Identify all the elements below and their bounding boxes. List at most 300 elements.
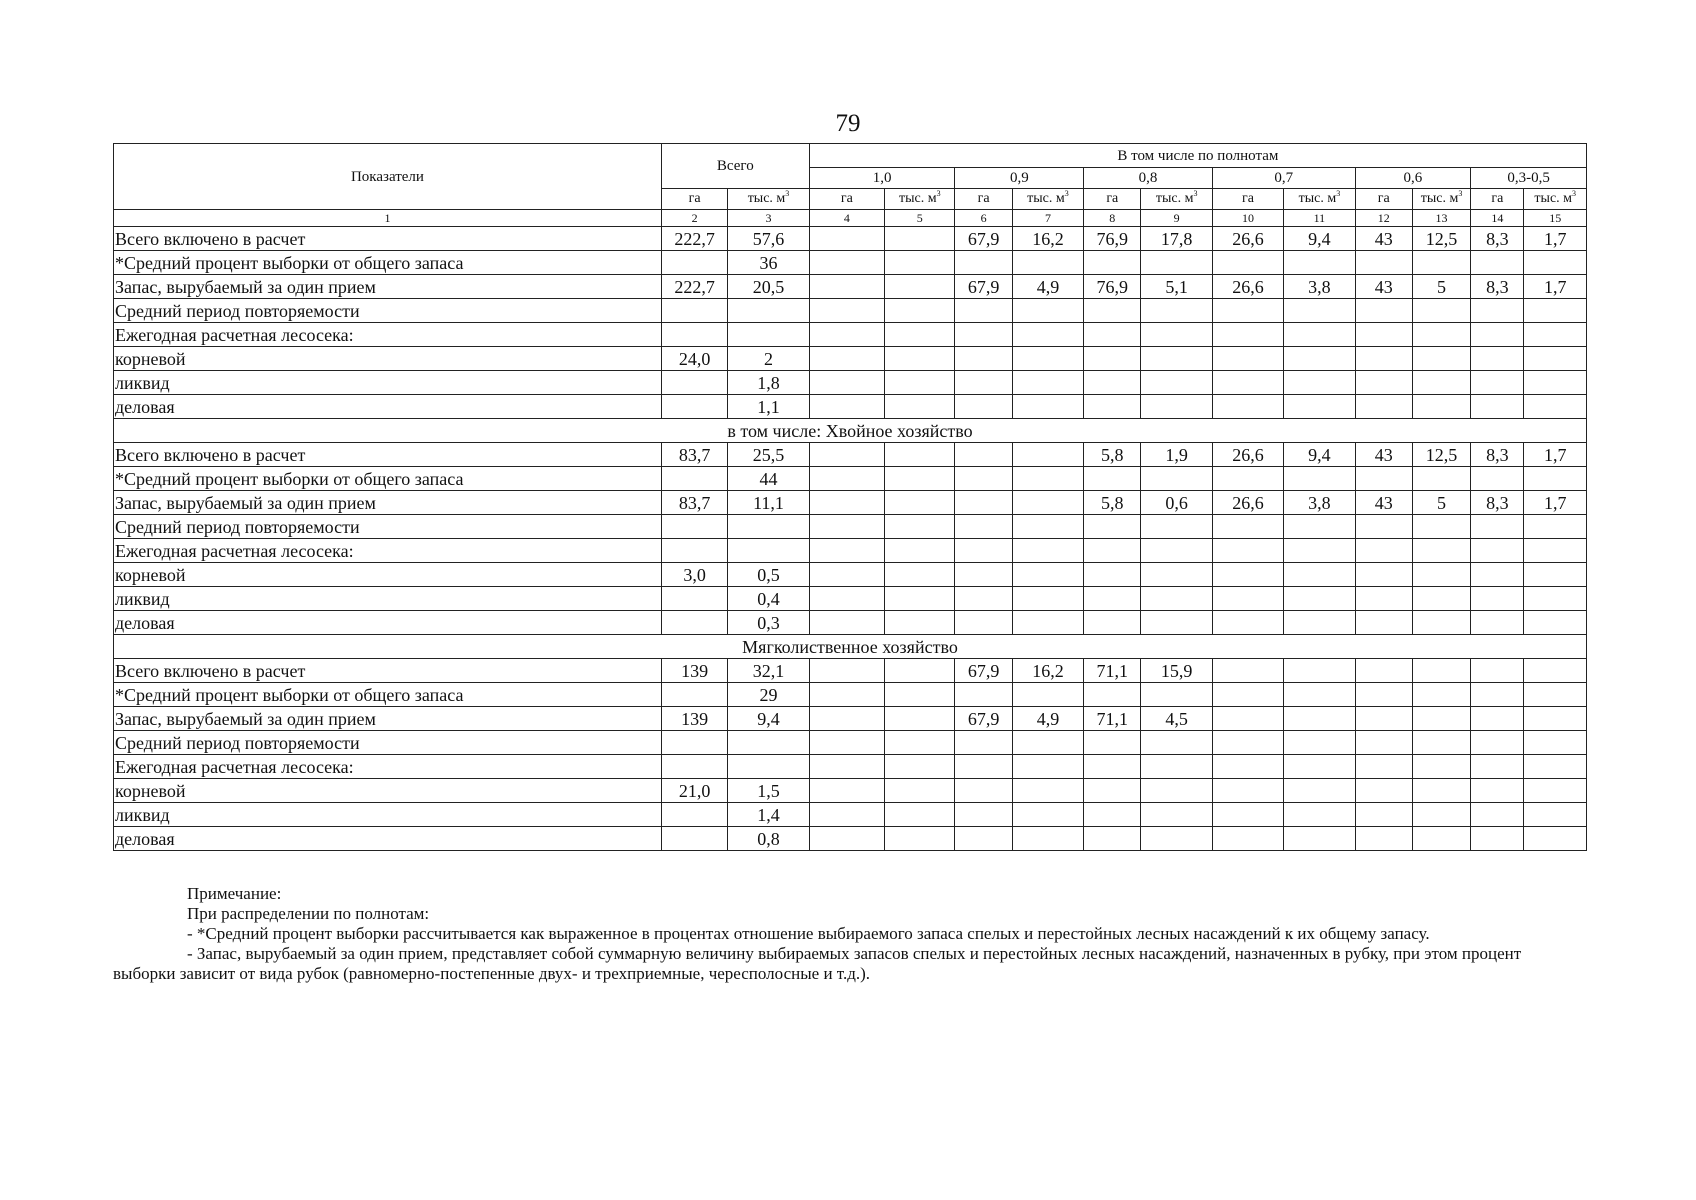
row-label: Всего включено в расчет <box>114 443 662 467</box>
table-cell <box>1012 803 1083 827</box>
table-cell <box>1284 731 1355 755</box>
table-cell <box>661 539 727 563</box>
row-label: *Средний процент выборки от общего запаса <box>114 251 662 275</box>
table-cell <box>809 563 884 587</box>
header-unit-ha: га <box>661 189 727 210</box>
table-row <box>114 827 1587 851</box>
header-density: 0,7 <box>1212 168 1355 189</box>
header-unit-volume-sup: 3 <box>1572 189 1577 198</box>
table-cell <box>728 515 809 539</box>
table-cell <box>1412 467 1470 491</box>
table-cell <box>809 251 884 275</box>
table-cell <box>1084 731 1141 755</box>
table-cell <box>1284 587 1355 611</box>
header-unit-volume-sup: 3 <box>1064 189 1069 198</box>
table-cell <box>1471 515 1524 539</box>
table-cell <box>1141 347 1212 371</box>
table-cell <box>1141 779 1212 803</box>
table-cell: 1,7 <box>1524 275 1587 299</box>
header-unit-volume-sup: 3 <box>1193 189 1198 198</box>
table-cell: 20,5 <box>728 275 809 299</box>
table-cell <box>1524 803 1587 827</box>
table-row <box>114 707 1587 731</box>
table-cell <box>885 563 955 587</box>
table-cell <box>1141 827 1212 851</box>
table-cell <box>1524 539 1587 563</box>
table-cell <box>1212 707 1283 731</box>
table-cell <box>1471 323 1524 347</box>
header-total: Всего <box>661 144 809 189</box>
table-cell <box>1412 323 1470 347</box>
table-cell <box>1524 563 1587 587</box>
table-cell <box>1284 395 1355 419</box>
table-cell <box>1212 323 1283 347</box>
table-cell <box>1284 827 1355 851</box>
note-item: - Запас, вырубаемый за один прием, представляет собой суммарную величину выбираемых запасов спелых и перестойных лесных насаждений, назначенных в рубку, при этом процент выборки зависит от вида рубок (равномерно-постепенные двух- и трехприемные, чересполосные и т.д.). <box>113 944 1522 983</box>
table-cell <box>1412 659 1470 683</box>
table-cell <box>1284 707 1355 731</box>
table-cell <box>955 251 1012 275</box>
notes-title: Примечание: <box>187 884 282 903</box>
table-cell <box>885 323 955 347</box>
table-cell <box>1284 563 1355 587</box>
table-cell: 1,7 <box>1524 227 1587 251</box>
table-cell <box>1355 683 1412 707</box>
table-row <box>114 539 1587 563</box>
table-cell <box>809 275 884 299</box>
table-cell <box>809 467 884 491</box>
table-cell: 21,0 <box>661 779 727 803</box>
table-cell: 57,6 <box>728 227 809 251</box>
table-cell <box>1084 299 1141 323</box>
table-cell <box>1212 539 1283 563</box>
table-cell <box>885 491 955 515</box>
row-label: Средний период повторяемости <box>114 515 662 539</box>
row-label: деловая <box>114 611 662 635</box>
column-number: 11 <box>1284 210 1355 227</box>
table-cell <box>1471 659 1524 683</box>
table-cell <box>1355 467 1412 491</box>
table-cell <box>1284 659 1355 683</box>
header-unit-ha: га <box>1355 189 1412 210</box>
header-unit-volume <box>1141 189 1212 210</box>
table-cell <box>1471 299 1524 323</box>
table-cell <box>1084 539 1141 563</box>
table-cell <box>661 467 727 491</box>
table-cell <box>1012 395 1083 419</box>
table-cell: 43 <box>1355 491 1412 515</box>
table-cell <box>955 515 1012 539</box>
table-cell <box>1355 803 1412 827</box>
table-cell <box>1471 827 1524 851</box>
table-cell <box>1355 827 1412 851</box>
table-cell <box>1084 347 1141 371</box>
table-cell <box>955 467 1012 491</box>
table-cell <box>1471 803 1524 827</box>
table-cell <box>955 563 1012 587</box>
table-cell: 3,0 <box>661 563 727 587</box>
row-label: Ежегодная расчетная лесосека: <box>114 755 662 779</box>
table-cell <box>885 347 955 371</box>
header-unit-volume-sup: 3 <box>1458 189 1463 198</box>
table-cell <box>1284 251 1355 275</box>
table-cell: 11,1 <box>728 491 809 515</box>
table-cell <box>1524 395 1587 419</box>
table-cell: 71,1 <box>1084 659 1141 683</box>
table-cell <box>1524 707 1587 731</box>
header-by-density: В том числе по полнотам <box>809 144 1586 168</box>
table-cell: 43 <box>1355 275 1412 299</box>
table-row <box>114 731 1587 755</box>
column-number: 6 <box>955 210 1012 227</box>
table-cell <box>1284 371 1355 395</box>
section-row <box>114 635 1587 659</box>
row-label: *Средний процент выборки от общего запаса <box>114 467 662 491</box>
table-cell <box>1471 707 1524 731</box>
table-cell <box>1212 395 1283 419</box>
table-cell: 222,7 <box>661 227 727 251</box>
table-cell <box>1284 467 1355 491</box>
table-cell <box>1355 731 1412 755</box>
column-number: 8 <box>1084 210 1141 227</box>
table-cell <box>1355 371 1412 395</box>
table-cell <box>885 443 955 467</box>
table-cell <box>1012 251 1083 275</box>
table-cell <box>1141 731 1212 755</box>
table-cell <box>1012 515 1083 539</box>
table-cell <box>1141 371 1212 395</box>
section-title: Мягколиственное хозяйство <box>114 635 1587 659</box>
table-cell: 8,3 <box>1471 227 1524 251</box>
table-row <box>114 371 1587 395</box>
table-cell <box>1412 827 1470 851</box>
notes <box>113 884 1587 984</box>
table-cell <box>1412 395 1470 419</box>
table-row <box>114 467 1587 491</box>
table-cell <box>1212 467 1283 491</box>
table-cell <box>885 371 955 395</box>
column-number: 13 <box>1412 210 1470 227</box>
header-unit-ha: га <box>809 189 884 210</box>
row-label: корневой <box>114 779 662 803</box>
row-label: Запас, вырубаемый за один прием <box>114 275 662 299</box>
table-cell <box>1212 683 1283 707</box>
table-cell <box>955 443 1012 467</box>
table-cell: 29 <box>728 683 809 707</box>
column-number: 7 <box>1012 210 1083 227</box>
table-cell <box>1012 299 1083 323</box>
row-label: Средний период повторяемости <box>114 299 662 323</box>
table-cell <box>1412 707 1470 731</box>
table-cell <box>1212 587 1283 611</box>
table-cell <box>885 683 955 707</box>
table-cell <box>1524 827 1587 851</box>
table-cell <box>809 587 884 611</box>
table-cell <box>809 659 884 683</box>
table-cell <box>885 515 955 539</box>
table-cell <box>1355 251 1412 275</box>
table-cell: 139 <box>661 707 727 731</box>
table-cell <box>1212 803 1283 827</box>
header-unit-volume-label: тыс. м <box>1298 191 1337 206</box>
row-label: Запас, вырубаемый за один прием <box>114 491 662 515</box>
table-cell <box>1355 563 1412 587</box>
table-cell <box>1412 347 1470 371</box>
table-cell: 67,9 <box>955 707 1012 731</box>
column-number: 15 <box>1524 210 1587 227</box>
table-row <box>114 299 1587 323</box>
header-unit-volume-label: тыс. м <box>1027 191 1065 206</box>
table-cell <box>1471 731 1524 755</box>
table-cell <box>728 731 809 755</box>
table-cell <box>885 611 955 635</box>
table-cell <box>1412 683 1470 707</box>
table-row <box>114 659 1587 683</box>
column-number: 10 <box>1212 210 1283 227</box>
table-cell <box>955 827 1012 851</box>
row-label: ликвид <box>114 587 662 611</box>
table-cell <box>955 803 1012 827</box>
table-cell <box>1141 467 1212 491</box>
table-cell <box>885 707 955 731</box>
table-cell <box>1355 323 1412 347</box>
table-cell <box>1141 563 1212 587</box>
table-cell <box>955 611 1012 635</box>
header-density: 0,9 <box>955 168 1084 189</box>
table-cell <box>1212 371 1283 395</box>
table-cell: 8,3 <box>1471 443 1524 467</box>
column-number: 4 <box>809 210 884 227</box>
header-unit-volume-label: тыс. м <box>747 191 786 206</box>
header-unit-volume-label: тыс. м <box>1155 191 1194 206</box>
table-cell <box>1355 659 1412 683</box>
table-cell <box>1084 395 1141 419</box>
table-cell: 0,6 <box>1141 491 1212 515</box>
table-cell <box>1355 515 1412 539</box>
table-cell <box>809 491 884 515</box>
table-cell: 2 <box>728 347 809 371</box>
table-row <box>114 227 1587 251</box>
section-row <box>114 419 1587 443</box>
table-cell <box>1084 803 1141 827</box>
table-cell <box>1524 323 1587 347</box>
table-cell: 76,9 <box>1084 227 1141 251</box>
table-cell <box>1355 395 1412 419</box>
table-cell: 25,5 <box>728 443 809 467</box>
table-cell <box>809 803 884 827</box>
header-unit-volume-label: тыс. м <box>1534 191 1573 206</box>
table-cell <box>1084 779 1141 803</box>
table-cell <box>809 299 884 323</box>
table-cell <box>1012 611 1083 635</box>
header-unit-volume-sup: 3 <box>785 189 790 198</box>
table-cell <box>955 755 1012 779</box>
table-cell <box>1471 683 1524 707</box>
table-cell <box>661 731 727 755</box>
row-label: Всего включено в расчет <box>114 227 662 251</box>
table-cell <box>1471 779 1524 803</box>
table-cell: 5,1 <box>1141 275 1212 299</box>
table-cell <box>955 731 1012 755</box>
table-cell <box>885 803 955 827</box>
table-cell <box>1084 563 1141 587</box>
table-row <box>114 491 1587 515</box>
table-cell: 26,6 <box>1212 491 1283 515</box>
table-cell: 4,5 <box>1141 707 1212 731</box>
table-cell <box>1141 395 1212 419</box>
table-cell: 139 <box>661 659 727 683</box>
table-cell <box>661 683 727 707</box>
table-cell <box>1355 755 1412 779</box>
table-cell <box>1471 347 1524 371</box>
table-row <box>114 323 1587 347</box>
table-cell <box>1471 395 1524 419</box>
table-cell: 1,1 <box>728 395 809 419</box>
table-cell <box>809 755 884 779</box>
table-row <box>114 443 1587 467</box>
table-cell <box>1141 587 1212 611</box>
table-cell <box>1471 563 1524 587</box>
table-cell <box>661 587 727 611</box>
table-cell: 9,4 <box>1284 443 1355 467</box>
table-cell <box>1524 683 1587 707</box>
table-cell <box>1084 683 1141 707</box>
table-cell <box>1084 755 1141 779</box>
table-cell <box>1212 827 1283 851</box>
table-cell <box>1284 803 1355 827</box>
table-cell: 8,3 <box>1471 275 1524 299</box>
header-unit-ha: га <box>1212 189 1283 210</box>
table-cell <box>1012 731 1083 755</box>
table-cell <box>955 347 1012 371</box>
table-cell <box>1524 611 1587 635</box>
row-label: Ежегодная расчетная лесосека: <box>114 539 662 563</box>
table-cell <box>809 611 884 635</box>
table-cell: 12,5 <box>1412 227 1470 251</box>
table-cell: 0,5 <box>728 563 809 587</box>
table-cell <box>1012 443 1083 467</box>
table-cell <box>1141 539 1212 563</box>
table-cell <box>955 683 1012 707</box>
table-cell: 5 <box>1412 491 1470 515</box>
table-cell <box>1212 563 1283 587</box>
table-cell <box>1012 491 1083 515</box>
table-cell: 5,8 <box>1084 491 1141 515</box>
table-cell <box>809 371 884 395</box>
table-cell <box>885 299 955 323</box>
table-cell <box>1141 515 1212 539</box>
table-cell <box>1212 515 1283 539</box>
column-number: 14 <box>1471 210 1524 227</box>
header-density: 0,3-0,5 <box>1471 168 1587 189</box>
table-cell: 1,9 <box>1141 443 1212 467</box>
table-cell <box>885 539 955 563</box>
table-cell <box>1412 587 1470 611</box>
cutting-area-table <box>113 143 1587 851</box>
row-label: Запас, вырубаемый за один прием <box>114 707 662 731</box>
table-cell <box>1012 347 1083 371</box>
table-cell <box>1284 779 1355 803</box>
table-cell <box>1212 251 1283 275</box>
table-cell <box>1141 323 1212 347</box>
table-cell <box>1084 323 1141 347</box>
table-cell <box>728 755 809 779</box>
table-cell <box>1284 611 1355 635</box>
header-unit-volume <box>885 189 955 210</box>
table-cell: 83,7 <box>661 443 727 467</box>
table-cell <box>955 395 1012 419</box>
table-cell <box>1524 251 1587 275</box>
table-cell <box>809 707 884 731</box>
header-density: 1,0 <box>809 168 955 189</box>
row-label: *Средний процент выборки от общего запаса <box>114 683 662 707</box>
table-cell <box>1212 299 1283 323</box>
table-cell <box>1355 539 1412 563</box>
table-cell <box>1355 611 1412 635</box>
table-cell <box>1212 611 1283 635</box>
table-cell <box>1012 371 1083 395</box>
table-cell <box>1412 611 1470 635</box>
table-row <box>114 251 1587 275</box>
table-cell <box>1284 323 1355 347</box>
table-row <box>114 563 1587 587</box>
table-cell <box>1412 371 1470 395</box>
table-cell <box>1471 539 1524 563</box>
table-row <box>114 587 1587 611</box>
row-label: ликвид <box>114 371 662 395</box>
table-cell: 1,7 <box>1524 443 1587 467</box>
header-unit-volume <box>1012 189 1083 210</box>
table-cell <box>885 467 955 491</box>
table-cell: 8,3 <box>1471 491 1524 515</box>
table-cell <box>955 299 1012 323</box>
table-cell <box>809 779 884 803</box>
row-label: корневой <box>114 347 662 371</box>
table-cell <box>1412 803 1470 827</box>
table-cell <box>1524 587 1587 611</box>
table-cell <box>885 227 955 251</box>
table-cell <box>1284 683 1355 707</box>
table-cell: 26,6 <box>1212 275 1283 299</box>
table-cell <box>955 539 1012 563</box>
table-cell <box>661 371 727 395</box>
table-cell <box>661 803 727 827</box>
table-cell <box>1524 659 1587 683</box>
table-cell: 4,9 <box>1012 707 1083 731</box>
header-unit-volume-sup: 3 <box>936 189 941 198</box>
column-number: 2 <box>661 210 727 227</box>
table-cell <box>1524 467 1587 491</box>
table-row <box>114 395 1587 419</box>
table-cell: 43 <box>1355 227 1412 251</box>
table-cell: 4,9 <box>1012 275 1083 299</box>
table-cell <box>1212 347 1283 371</box>
table-cell <box>1012 323 1083 347</box>
table-cell: 83,7 <box>661 491 727 515</box>
table-cell <box>1355 707 1412 731</box>
table-cell <box>1012 467 1083 491</box>
table-body <box>114 227 1587 851</box>
table-cell <box>1212 731 1283 755</box>
table-cell <box>1355 299 1412 323</box>
table-cell <box>1412 299 1470 323</box>
table-cell <box>1524 515 1587 539</box>
table-cell <box>1084 587 1141 611</box>
table-row <box>114 755 1587 779</box>
table-cell <box>1084 611 1141 635</box>
column-number: 5 <box>885 210 955 227</box>
table-cell <box>1084 515 1141 539</box>
